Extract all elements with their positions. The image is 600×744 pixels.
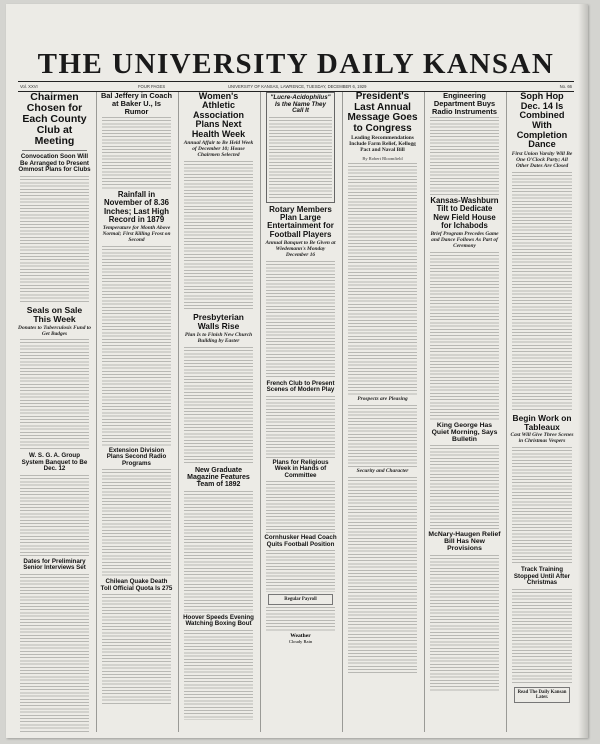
headline-chilean-quake: Chilean Quake Death Toll Official Quota Is 275 [100, 578, 173, 592]
headline-rotary: Rotary Members Plan Large Entertainment for Football Players [267, 204, 334, 239]
headline-track-training: Track Training Stopped Until After Christmas [513, 566, 571, 587]
headline-soph-hop: Soph Hop Dec. 14 Is Combined With Completion Dance [516, 92, 568, 150]
article-text [20, 339, 89, 451]
article-text [512, 447, 572, 565]
issue-number: No. 66 [559, 84, 572, 89]
headline-womens-athletic: Women's Athletic Association Plans Next Health Week [191, 92, 246, 139]
article-text [266, 607, 335, 631]
article-text [102, 594, 171, 704]
article-text [348, 477, 417, 673]
weather-title: Weather [290, 633, 311, 640]
column-2 [100, 92, 173, 732]
article-text [184, 161, 253, 311]
headline-king-george: King George Has Quiet Morning, Says Bulletin [431, 421, 498, 444]
column-4 [264, 92, 337, 732]
article-text [512, 589, 572, 685]
article-text [184, 347, 253, 465]
article-text [20, 475, 89, 557]
article-text [430, 555, 499, 691]
headline-senior-interviews: Dates for Preliminary Senior Interviews Set [23, 557, 86, 572]
subhead-rotary-banquet: Annual Banquet to Be Given at Wiedemann's Monday December 16 [265, 240, 336, 258]
article-text [266, 261, 335, 379]
boxed-item [266, 92, 335, 203]
page-fold-shadow [578, 4, 588, 738]
column-7 [510, 92, 574, 732]
article-text [266, 550, 335, 592]
subhead-temperature: Temperature for Month Above Normal; First Killing Frost on Second [102, 224, 171, 243]
column-3 [182, 92, 255, 732]
subhead-christmas-vespers: Cast Will Give Three Scenes in Christmas Vespers [510, 432, 574, 445]
headline-hoover-boxing: Hoover Speeds Evening Watching Boxing Bout [183, 613, 254, 628]
kansan-ad: Read The Daily Kansan Later. [514, 687, 570, 703]
article-text [102, 117, 171, 189]
dateline-text: UNIVERSITY OF KANSAS, LAWRENCE, TUESDAY, DECEMBER 6, 1929 [228, 84, 367, 89]
column-1 [18, 92, 91, 732]
headline-extension-radio: Extension Division Plans Second Radio Programs [106, 446, 167, 467]
columns-grid [18, 92, 574, 732]
article-text [348, 405, 417, 467]
subhead-dedication: Brief Program Precedes Game and Dance Follows As Part of Ceremony [430, 230, 499, 249]
headline-presidents-message: President's Last Annual Message Goes to Congress [347, 92, 418, 134]
article-text [102, 246, 171, 446]
article-text [348, 163, 417, 395]
headline-presbyterian: Presbyterian Walls Rise [193, 312, 244, 331]
column-5 [346, 92, 419, 732]
headline-kansas-washburn: Kansas-Washburn Tilt to Dedicate New Field House for Ichabods [430, 196, 499, 230]
headline-bal-jeffery: Bal Jeffery in Coach at Baker U., Is Rumor [100, 92, 173, 116]
article-text [102, 469, 171, 577]
article-text [20, 574, 89, 732]
article-text [266, 396, 335, 458]
article-text [266, 481, 335, 533]
masthead-title: THE UNIVERSITY DAILY KANSAN [37, 48, 555, 80]
section-security: Security and Character [356, 467, 409, 474]
headline-graduate-magazine: New Graduate Magazine Features Team of 1892 [187, 466, 250, 489]
headline-mcnary-haugen: McNary-Haugen Relief Bill Has New Provisions [428, 531, 501, 553]
headline-french-club: French Club to Present Scenes of Modern Play [266, 379, 335, 394]
dateline-bar [18, 81, 574, 92]
subhead-seals: Donates to Tuberculosis Fund to Get Badges [18, 324, 91, 337]
pages-label: FOUR PAGES [138, 84, 166, 89]
weather-forecast: Cloudy Rain [288, 639, 313, 645]
headline-engineering-radio: Engineering Department Buys Radio Instruments [432, 92, 497, 116]
subhead-recommendations: Leading Recommendations Include Farm Relief, Kellogg Pact and Naval Bill [349, 135, 416, 153]
article-text [269, 117, 332, 199]
subhead-union-varsity: First Union Varsity Will Be One O'Clock Party; All Other Dates Are Closed [511, 150, 573, 169]
headline-rainfall: Rainfall in November of 8.36 Inches; Last High Record in 1879 [104, 190, 169, 224]
column-6 [428, 92, 501, 732]
headline-tableaux: Begin Work on Tableaux [512, 412, 572, 432]
payroll-notice: Regular Payroll [268, 594, 333, 605]
article-text [430, 117, 499, 195]
byline: By Robert Bloomfield [362, 155, 403, 161]
article-text [20, 176, 89, 304]
headline-religious-week: Plans for Religious Week in Hands of Committee [272, 458, 329, 479]
headline-lucre-acidophilus: "Lucre-Acidophilus" Is the Name They Call It [270, 94, 331, 114]
article-text [430, 252, 499, 420]
subhead-convocation: Convocation Soon Will Be Arranged to Present Ommost Plans for Clubs [18, 153, 91, 174]
article-text [512, 172, 572, 412]
article-text [184, 491, 253, 613]
section-prospects: Prospects are Pleasing [357, 395, 408, 402]
article-text [430, 445, 499, 529]
newspaper-page [6, 4, 588, 738]
headline-wsga: W. S. G. A. Group System Banquet to Be Dec. 12 [21, 452, 88, 473]
headline-seals: Seals on Sale This Week [26, 304, 83, 324]
volume-label: Vol. XXVI [20, 84, 38, 89]
weather-box [264, 633, 337, 644]
subhead-health-week: Annual Affair to Be Held Week of December 10; House Chairmen Selected [183, 140, 254, 159]
article-text [184, 630, 253, 720]
headline-county-clubs: Chairmen Chosen for Each County Club at Meeting [22, 92, 87, 148]
headline-cornhusker: Cornhusker Head Coach Quits Football Position [264, 534, 337, 548]
subhead-church: Plan Is to Finish New Church Building by Easter [184, 331, 253, 344]
